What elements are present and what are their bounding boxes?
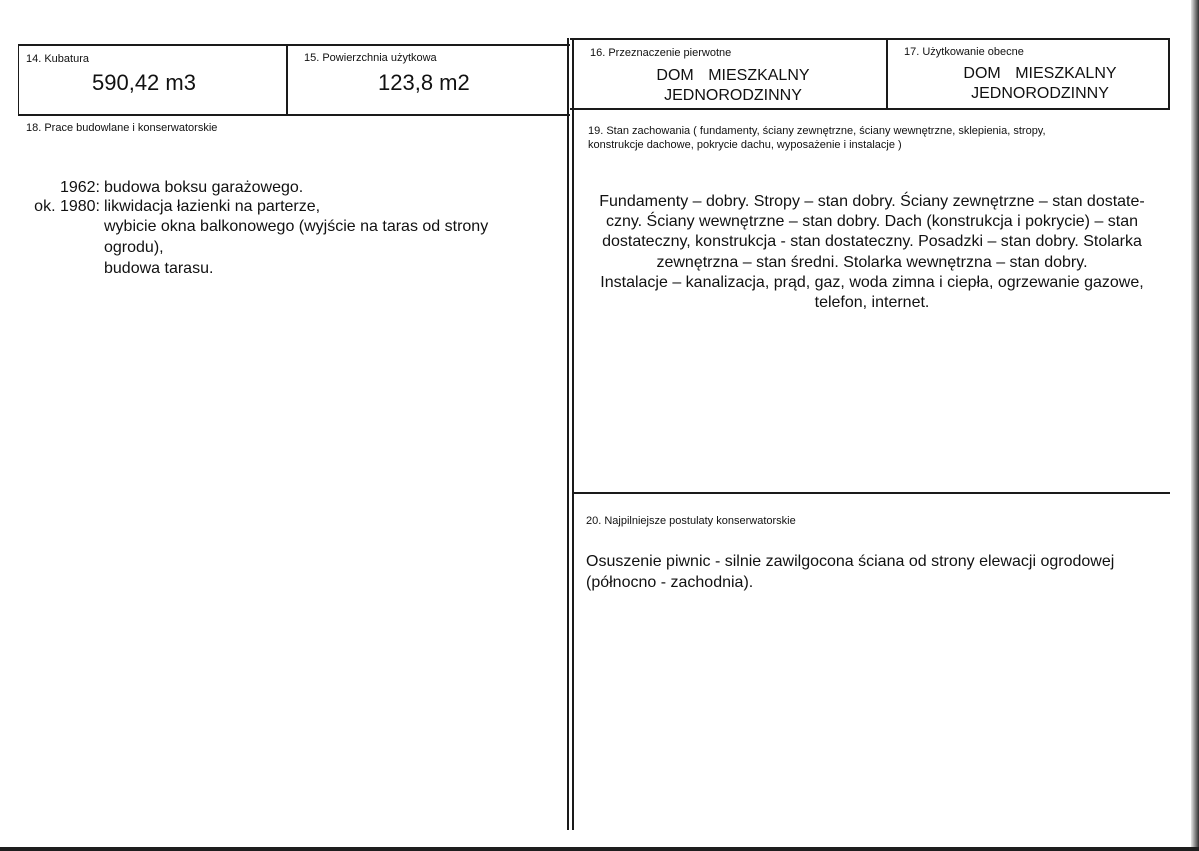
field-18-entry-2-line: budowa tarasu. <box>104 260 214 277</box>
field-17-value-line: JEDNORODZINNY <box>971 85 1109 102</box>
field-17-label: 17. Użytkowanie obecne <box>904 46 1024 58</box>
field-16-value-line: DOM MIESZKALNY <box>656 67 810 84</box>
field-19-text-line: czny. Ściany wewnętrzne – stan dobry. Dach (konstrukcja i pokrycie) – stan <box>605 213 1139 231</box>
field-15-label: 15. Powierzchnia użytkowa <box>304 52 437 64</box>
field-19-text-line: Instalacje – kanalizacja, prąd, gaz, woda zimna i ciepła, ogrzewanie gazowe, <box>600 273 1144 291</box>
field-16-value <box>590 66 876 106</box>
row1-divider-right <box>570 108 1170 110</box>
field-18-entry-1-line: budowa boksu garażowego. <box>104 179 304 196</box>
field-18-label: 18. Prace budowlane i konserwatorskie <box>26 122 218 134</box>
field-18-entry-2-line: ogrodu), <box>104 239 164 256</box>
center-double-rule-b <box>572 38 574 830</box>
field-20-text-line: Osuszenie piwnic - silnie zawilgocona ściana od strony elewacji ogrodowej <box>586 553 1115 570</box>
field-14-value: 590,42 m3 <box>92 70 196 95</box>
field-20-text-line: (północno - zachodnia). <box>586 574 754 591</box>
field-18-entry-2-line: wybicie okna balkonowego (wyjście na taras od strony <box>104 218 489 235</box>
field-18-entry-1-date: 1962: <box>59 179 100 196</box>
field-16-label: 16. Przeznaczenie pierwotne <box>590 47 732 59</box>
field-19-text-line: telefon, internet. <box>814 294 930 312</box>
left-border <box>18 44 19 116</box>
field-18-entry-2-date: ok. 1980: <box>34 198 100 215</box>
field-20-text <box>586 551 1114 593</box>
field-19-label <box>588 124 1046 152</box>
field-15-value: 123,8 m2 <box>378 70 470 95</box>
field-20-label: 20. Najpilniejsze postulaty konserwatorskie <box>586 515 796 527</box>
cell-14-15-divider <box>286 44 288 116</box>
field-19-label-line: konstrukcje dachowe, pokrycie dachu, wyposażenie i instalacje ) <box>588 139 902 151</box>
field-18-entry-2-line: likwidacja łazienki na parterze, <box>104 198 321 215</box>
cell-16-17-divider <box>886 38 888 110</box>
scan-edge-shadow <box>1191 0 1199 851</box>
top-border-left <box>18 44 570 46</box>
top-border-right <box>570 38 1170 40</box>
field-19-label-line: 19. Stan zachowania ( fundamenty, ściany zewnętrzne, ściany wewnętrzne, sklepienia, stropy, <box>588 125 1046 137</box>
field-19-text <box>582 192 1162 313</box>
field-14-label: 14. Kubatura <box>26 53 89 65</box>
field-19-text-line: zewnętrzna – stan średni. Stolarka wewnętrzna – stan dobry. <box>656 253 1088 271</box>
field-17-value-line: DOM MIESZKALNY <box>963 65 1117 82</box>
center-double-rule-a <box>567 38 569 830</box>
field-17-value <box>898 64 1182 104</box>
section-19-20-divider <box>574 492 1170 494</box>
row1-divider-left <box>18 114 570 116</box>
field-19-text-line: Fundamenty – dobry. Stropy – stan dobry. Ściany zewnętrzne – stan dostate- <box>599 193 1145 210</box>
field-19-text-line: dostateczny, konstrukcja - stan dostateczny. Posadzki – stan dobry. Stolarka <box>602 233 1142 251</box>
field-16-value-line: JEDNORODZINNY <box>664 87 802 104</box>
scan-bottom-edge <box>0 847 1199 851</box>
